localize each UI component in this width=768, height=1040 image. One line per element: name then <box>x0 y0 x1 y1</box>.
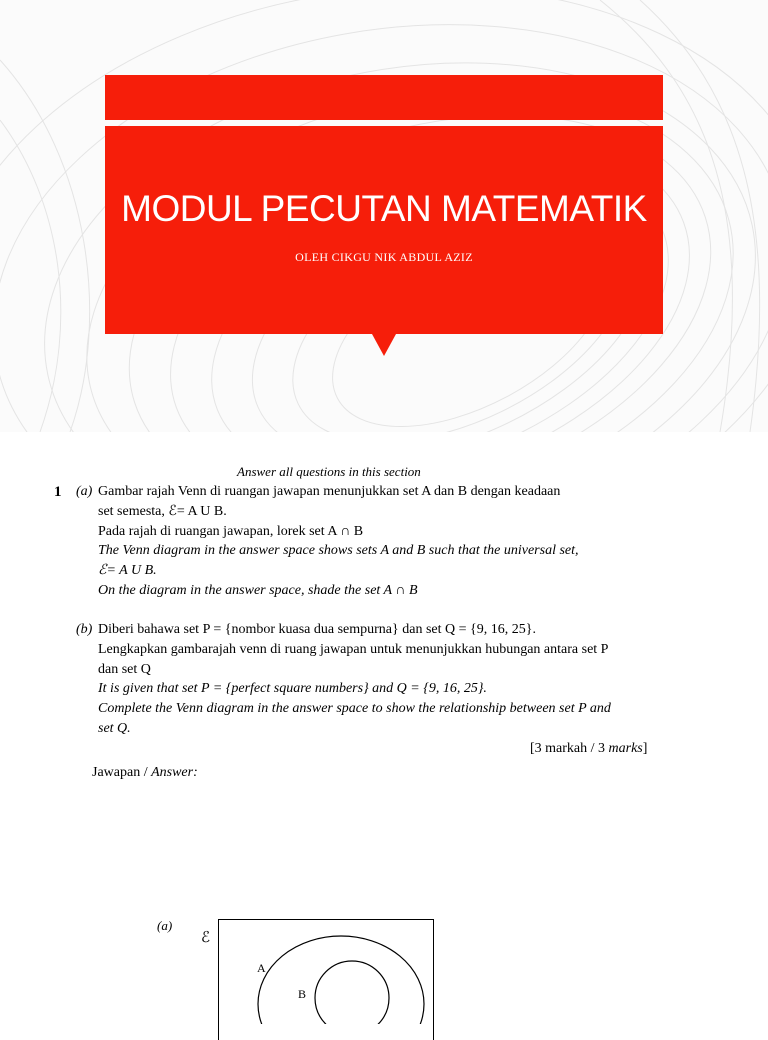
question-document <box>0 432 768 1024</box>
set-b-circle <box>315 961 389 1024</box>
part-b-malay-line1: Diberi bahawa set P = {nombor kuasa dua sempurna} dan set Q = {9, 16, 25}. <box>98 622 536 637</box>
part-b-label: (b) <box>76 622 93 637</box>
set-b-label: B <box>298 987 307 1001</box>
set-a-label: A <box>257 961 266 975</box>
universal-set-symbol: ℰ <box>201 930 211 946</box>
marks-italic: marks <box>608 741 643 756</box>
part-b-english-line2: Complete the Venn diagram in the answer space to show the relationship between set P and <box>98 701 611 716</box>
answer-label-malay: Jawapan / <box>92 765 152 780</box>
set-a-ellipse <box>258 936 424 1024</box>
part-a-malay-line3: Pada rajah di ruangan jawapan, lorek set A ∩ B <box>98 524 364 539</box>
part-a-english-line3: On the diagram in the answer space, shade the set A ∩ B <box>98 583 418 598</box>
title-band <box>105 126 663 334</box>
marks-prefix: [3 markah / 3 <box>530 741 609 756</box>
part-b-malay-line2: Lengkapkan gambarajah venn di ruang jawapan untuk menunjukkan hubungan antara set P <box>98 642 609 657</box>
part-a-english-line2: ℰ= A U B. <box>98 563 157 578</box>
venn-diagram <box>0 432 768 1024</box>
slide-title: MODUL PECUTAN MATEMATIK <box>121 188 647 229</box>
part-a-malay-line2: set semesta, ℰ= A U B. <box>98 504 227 519</box>
part-b-english-line3: set Q. <box>98 721 131 736</box>
part-a-malay-line1: Gambar rajah Venn di ruangan jawapan menunjukkan set A dan B dengan keadaan <box>98 484 561 499</box>
question-number: 1 <box>54 484 62 500</box>
diagram-part-label: (a) <box>157 918 173 933</box>
part-b-malay-line3: dan set Q <box>98 662 151 677</box>
section-header: Answer all questions in this section <box>237 464 421 479</box>
slide-subtitle: OLEH CIKGU NIK ABDUL AZIZ <box>295 250 473 264</box>
marks-suffix: ] <box>642 741 648 756</box>
title-slide <box>0 0 768 432</box>
answer-label-english: Answer: <box>151 765 198 780</box>
part-a-english-line1: The Venn diagram in the answer space shows sets A and B such that the universal set, <box>98 543 579 558</box>
part-b-english-line1: It is given that set P = {perfect square numbers} and Q = {9, 16, 25}. <box>98 681 487 696</box>
part-a-label: (a) <box>76 484 93 499</box>
title-band-top <box>105 75 663 120</box>
title-pointer <box>372 334 396 356</box>
